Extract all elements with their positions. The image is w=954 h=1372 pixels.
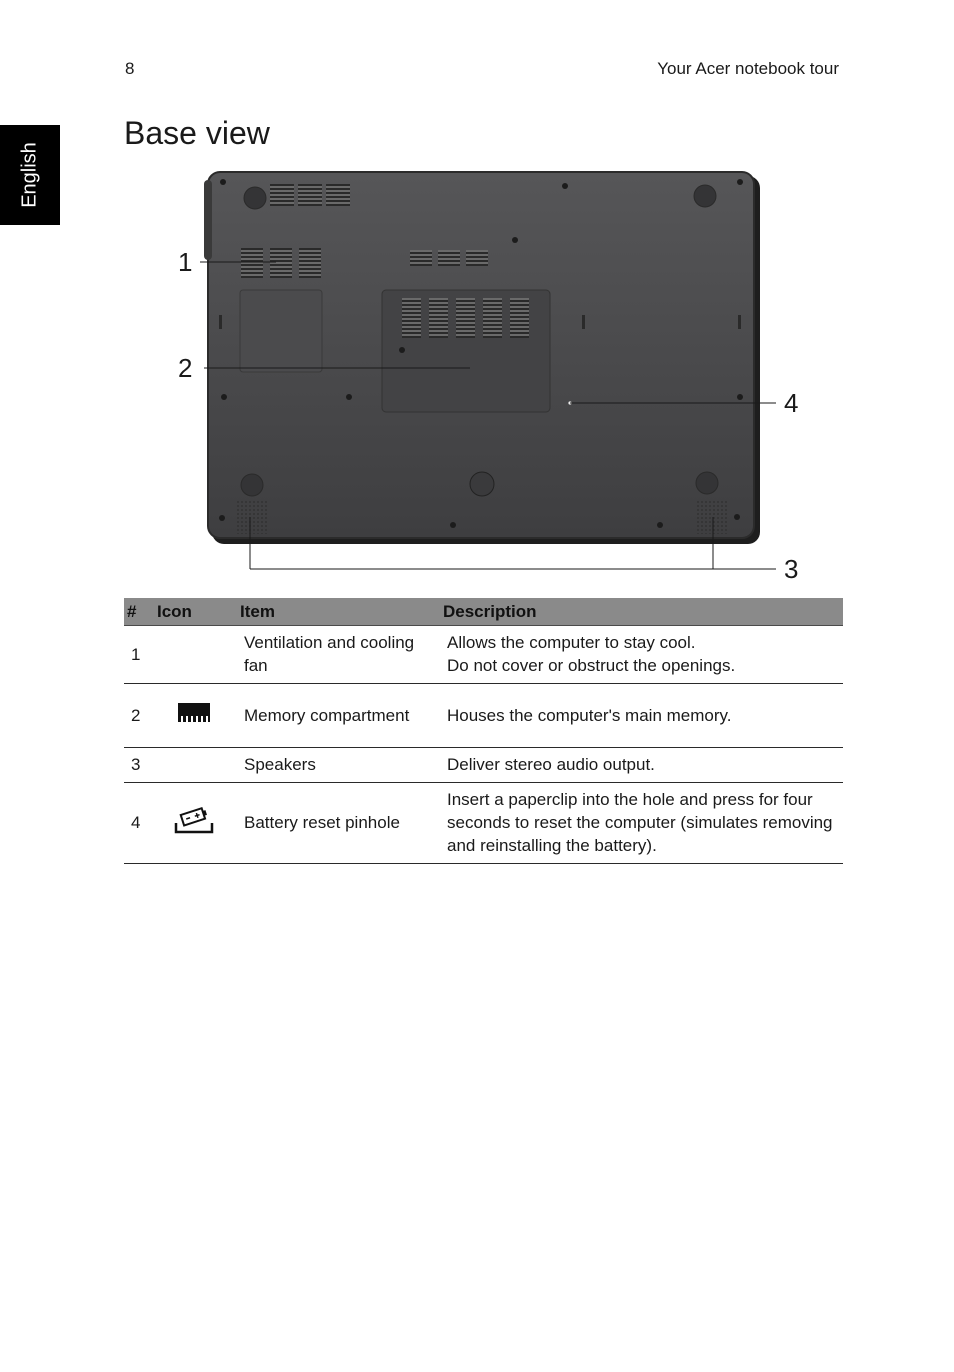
table-row	[124, 684, 843, 748]
page-number: 8	[125, 59, 135, 78]
screw	[450, 522, 456, 528]
language-tab	[0, 125, 60, 225]
vent	[510, 298, 529, 338]
screw	[221, 394, 227, 400]
fan-vent	[270, 248, 292, 278]
description-line: Do not cover or obstruct the openings.	[447, 656, 736, 675]
speaker-grille	[696, 500, 728, 534]
callout-3: 3	[784, 554, 799, 584]
hinge-edge	[204, 180, 212, 260]
vent	[456, 298, 475, 338]
screw	[220, 179, 226, 185]
vent	[410, 250, 432, 266]
header-icon: Icon	[154, 598, 237, 626]
row-number: 4	[124, 783, 154, 864]
row-number: 1	[124, 626, 154, 684]
row-description	[440, 684, 843, 748]
header-number: #	[124, 598, 154, 626]
row-item: Memory compartment	[237, 684, 440, 748]
row-icon-empty	[154, 748, 237, 783]
vent	[298, 184, 322, 206]
screw	[562, 183, 568, 189]
description-line: Deliver stereo audio output.	[447, 755, 655, 774]
screw	[399, 347, 405, 353]
vent	[402, 298, 421, 338]
screw	[346, 394, 352, 400]
fan-vent	[241, 248, 263, 278]
rubber-foot	[470, 472, 494, 496]
vent	[438, 250, 460, 266]
header-item: Item	[237, 598, 440, 626]
hdd-panel	[240, 290, 322, 372]
screw	[737, 394, 743, 400]
screw	[734, 514, 740, 520]
description-line: Insert a paperclip into the hole and press for four seconds to reset the computer (simulates removing and reinstalling the battery).	[447, 790, 833, 855]
rubber-foot	[241, 474, 263, 496]
row-icon-empty	[154, 626, 237, 684]
callout-1: 1	[178, 247, 193, 277]
row-item: Speakers	[237, 748, 440, 783]
component-table	[124, 598, 843, 864]
vent	[483, 298, 502, 338]
vent	[270, 184, 294, 206]
memory-icon	[176, 699, 212, 725]
screw	[512, 237, 518, 243]
description-line: Allows the computer to stay cool.	[447, 633, 696, 652]
battery-reset-icon	[174, 805, 214, 835]
rubber-foot	[694, 185, 716, 207]
screw	[737, 179, 743, 185]
fan-vent	[299, 248, 321, 278]
latch	[219, 315, 222, 329]
table-row	[124, 626, 843, 684]
table-row	[124, 748, 843, 783]
description-line: Houses the computer's main memory.	[447, 705, 732, 725]
row-item: Ventilation and cooling fan	[237, 626, 440, 684]
row-icon	[154, 783, 237, 864]
header-description: Description	[440, 598, 843, 626]
laptop-base-illustration	[160, 160, 820, 590]
screw	[657, 522, 663, 528]
rubber-foot	[696, 472, 718, 494]
vent	[326, 184, 350, 206]
row-description	[440, 626, 843, 684]
row-description	[440, 783, 843, 864]
rubber-foot	[244, 187, 266, 209]
callout-2: 2	[178, 353, 193, 383]
latch	[738, 315, 741, 329]
laptop-base-figure	[160, 160, 820, 590]
row-number: 3	[124, 748, 154, 783]
table-row	[124, 783, 843, 864]
row-item: Battery reset pinhole	[237, 783, 440, 864]
screw	[219, 515, 225, 521]
section-title: Base view	[124, 115, 270, 151]
speaker-grille	[236, 500, 268, 534]
vent	[429, 298, 448, 338]
row-icon	[154, 684, 237, 748]
callout-4: 4	[784, 388, 799, 418]
row-number: 2	[124, 684, 154, 748]
language-tab-label: English	[18, 142, 41, 208]
running-header: Your Acer notebook tour	[657, 59, 839, 78]
latch	[582, 315, 585, 329]
table-header-row	[124, 598, 843, 626]
vent	[466, 250, 488, 266]
row-description	[440, 748, 843, 783]
